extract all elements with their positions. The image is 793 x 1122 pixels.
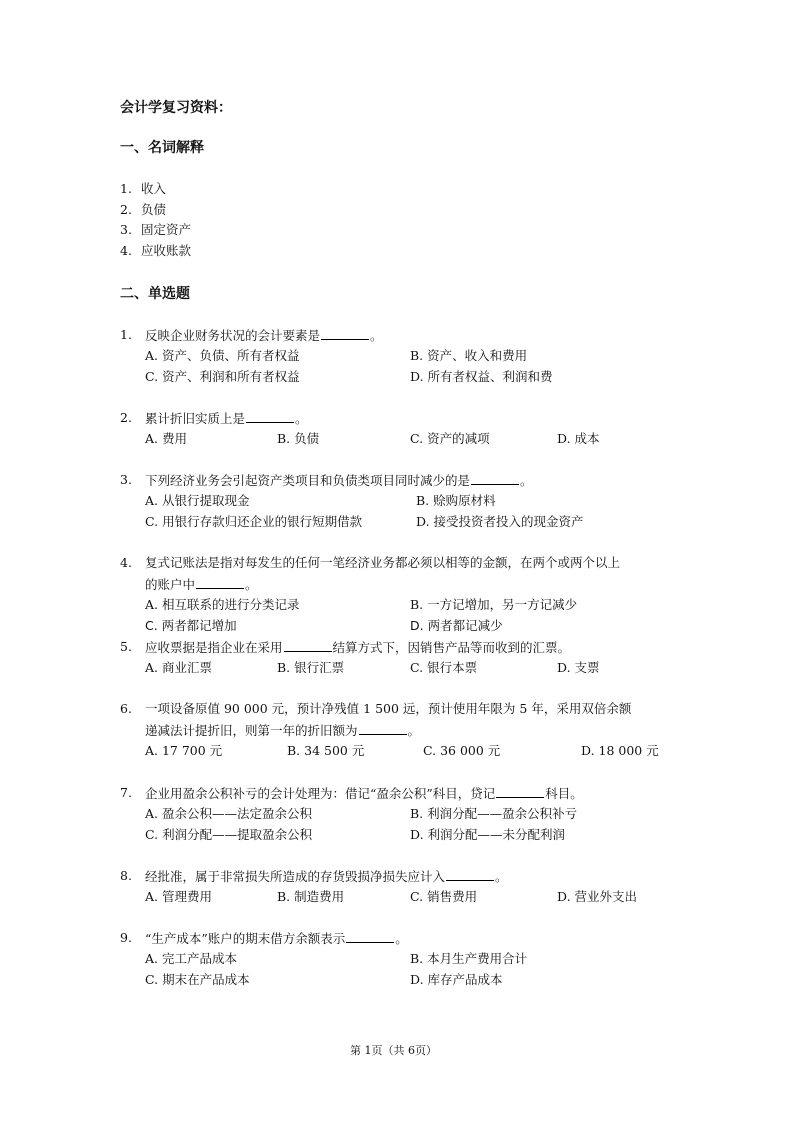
question-stem [145, 722, 420, 739]
option-a: A. 商业汇票 [145, 660, 212, 675]
option-d: D. 支票 [557, 660, 600, 675]
answer-blank[interactable] [359, 722, 407, 735]
option-c: C. 银行本票 [410, 660, 478, 675]
stem-text: 。 [245, 577, 258, 592]
answer-blank[interactable] [284, 639, 332, 652]
stem-text: 。 [407, 723, 421, 738]
option-c: C. 资产的减项 [410, 431, 490, 446]
stem-text: 复式记账法是指对每发生的任何一笔经济业务都必须以相等的金额，在两个或两个以上 [145, 555, 621, 570]
stem-text: 经批准，属于非常损失所造成的存货毁损净损失应计入 [145, 869, 446, 884]
term-text: 负债 [141, 202, 167, 217]
question-number: 7. [120, 785, 132, 800]
option-b: B. 34 500 元 [287, 743, 365, 758]
stem-text: 的账户中 [145, 577, 196, 592]
stem-text: 科目。 [545, 786, 583, 801]
option-c: C. 销售费用 [410, 889, 478, 904]
stem-text: 。 [370, 328, 383, 343]
stem-text: 企业用盈余公积补亏的会计处理为：借记“盈余公积”科目，贷记 [145, 786, 496, 801]
option-a: A. 盈余公积——法定盈余公积 [145, 806, 312, 821]
question-number: 6. [120, 701, 132, 716]
question-number: 4. [120, 555, 132, 570]
question-stem [145, 576, 258, 593]
question-stem [145, 410, 308, 427]
question-stem [145, 785, 583, 802]
term-number: 3. [120, 222, 132, 237]
question-stem [145, 555, 620, 571]
option-a: A. 相互联系的进行分类记录 [145, 597, 300, 612]
option-d: D. 营业外支出 [557, 889, 638, 904]
question-number: 8. [120, 868, 132, 883]
option-d: D. 库存产品成本 [410, 972, 503, 987]
term-text: 固定资产 [141, 222, 192, 237]
option-b: B. 利润分配——盈余公积补亏 [410, 806, 578, 821]
option-a: A. 完工产品成本 [145, 951, 237, 966]
option-a: A. 费用 [145, 431, 187, 446]
answer-blank[interactable] [446, 868, 494, 881]
answer-blank[interactable] [246, 410, 294, 423]
option-b: B. 资产、收入和费用 [410, 348, 528, 363]
stem-text: 反映企业财务状况的会计要素是 [145, 328, 321, 343]
option-a: A. 管理费用 [145, 889, 212, 904]
option-d: D. 所有者权益、利润和费 [410, 369, 553, 384]
stem-text: 。 [495, 869, 508, 884]
option-c: C. 期末在产品成本 [145, 972, 250, 987]
option-d: D. 接受投资者投入的现金资产 [416, 514, 584, 529]
stem-text: 应收票据是指企业在采用 [145, 640, 283, 655]
option-b: B. 一方记增加，另一方记减少 [410, 597, 578, 612]
term-text: 收入 [141, 181, 167, 196]
answer-blank[interactable] [196, 576, 244, 589]
option-c: C. 36 000 元 [423, 743, 501, 758]
option-b: B. 赊购原材料 [416, 493, 496, 508]
option-c: C. 两者都记增加 [145, 618, 237, 633]
answer-blank[interactable] [346, 930, 394, 943]
document-title: 会计学复习资料： [120, 100, 232, 116]
question-number: 9. [120, 930, 132, 945]
page-footer: 第 1页（共 6页） [350, 1044, 437, 1057]
option-b: B. 负债 [277, 431, 320, 446]
section-heading-single-choice: 二、单选题 [120, 286, 190, 302]
option-c: C. 利润分配——提取盈余公积 [145, 827, 313, 842]
question-number: 1. [120, 327, 132, 342]
option-a: A. 资产、负债、所有者权益 [145, 348, 300, 363]
option-b: B. 银行汇票 [277, 660, 345, 675]
option-d: D. 两者都记减少 [410, 618, 503, 633]
option-c: C. 资产、利润和所有者权益 [145, 369, 300, 384]
option-c: C. 用银行存款归还企业的银行短期借款 [145, 514, 363, 529]
answer-blank[interactable] [471, 472, 519, 485]
question-stem [145, 639, 570, 656]
stem-text: “生产成本”账户的期末借方余额表示 [145, 931, 346, 946]
option-a: A. 17 700 元 [145, 743, 223, 758]
question-stem [145, 868, 508, 885]
option-b: B. 本月生产费用合计 [410, 951, 528, 966]
stem-text: 累计折旧实质上是 [145, 411, 246, 426]
stem-text: 。 [520, 473, 533, 488]
stem-text: 。 [295, 411, 308, 426]
option-d: D. 18 000 元 [581, 743, 659, 758]
option-b: B. 制造费用 [277, 889, 345, 904]
question-stem [145, 472, 533, 489]
answer-blank[interactable] [321, 327, 369, 340]
question-number: 3. [120, 472, 132, 487]
question-stem [145, 327, 383, 344]
answer-blank[interactable] [496, 785, 544, 798]
question-number: 2. [120, 410, 132, 425]
term-text: 应收账款 [141, 243, 192, 258]
term-number: 2. [120, 202, 132, 217]
question-stem [145, 701, 631, 717]
stem-text: 递减法计提折旧，则第一年的折旧额为 [145, 723, 358, 738]
stem-text: 一项设备原值 90 000 元，预计净残值 1 500 远，预计使用年限为 5 年，采用双倍余额 [145, 701, 632, 716]
stem-text: 。 [395, 931, 408, 946]
section-heading-definitions: 一、名词解释 [120, 140, 204, 156]
term-number: 4. [120, 243, 132, 258]
stem-text: 结算方式下，因销售产品等而收到的汇票。 [332, 640, 571, 655]
question-stem [145, 930, 408, 947]
question-number: 5. [120, 639, 132, 654]
term-number: 1. [120, 181, 132, 196]
option-d: D. 利润分配——未分配利润 [410, 827, 566, 842]
option-a: A. 从银行提取现金 [145, 493, 250, 508]
option-d: D. 成本 [557, 431, 600, 446]
stem-text: 下列经济业务会引起资产类项目和负债类项目同时减少的是 [145, 473, 471, 488]
